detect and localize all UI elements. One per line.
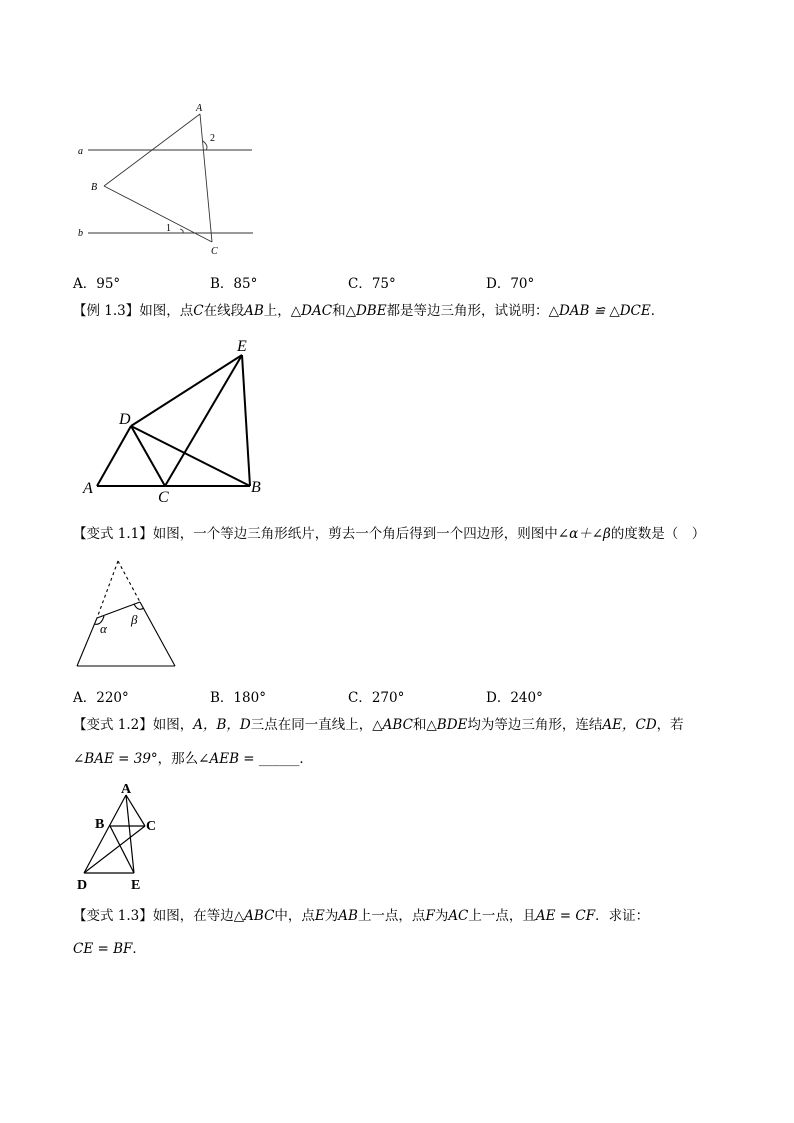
label-e: E bbox=[237, 338, 247, 355]
option-a: A．220° bbox=[73, 690, 129, 706]
label-b-vertex: B bbox=[91, 182, 98, 193]
label-c: C bbox=[146, 819, 157, 834]
label-e: E bbox=[131, 878, 141, 893]
label-angle-1: 1 bbox=[166, 223, 171, 234]
label-a: A bbox=[83, 480, 93, 497]
label-a: A bbox=[121, 782, 132, 797]
option-d: D．70° bbox=[486, 276, 535, 292]
segment-ad-line bbox=[84, 795, 126, 873]
label-d: D bbox=[77, 878, 88, 893]
label-c: C bbox=[158, 489, 169, 506]
answer-blank: ______ bbox=[258, 751, 300, 767]
label-beta: β bbox=[131, 612, 138, 627]
option-a: A．95° bbox=[73, 276, 121, 292]
label-b: B bbox=[95, 817, 105, 832]
label-c-vertex: C bbox=[211, 246, 218, 257]
option-c: C．270° bbox=[348, 690, 405, 706]
variant-1-1-text: 【变式 1.1】如图，一个等边三角形纸片，剪去一个角后得到一个四边形，则图中∠α＋∠β的度数是（ ） bbox=[73, 526, 706, 542]
variant-1-3-line1: 【变式 1.3】如图，在等边△ABC中，点E为AB上一点，点F为AC上一点，且AE = CF．求证： bbox=[73, 908, 650, 924]
option-b: B．85° bbox=[210, 276, 258, 292]
label-b: B bbox=[251, 479, 261, 496]
variant-1-3-line2: CE = BF． bbox=[73, 941, 146, 957]
variant-1-2-line1: 【变式 1.2】如图，A，B，D三点在同一直线上，△ABC和△BDE均为等边三角形，连结AE，CD，若 bbox=[73, 717, 684, 733]
label-alpha: α bbox=[100, 621, 107, 636]
option-b: B．180° bbox=[210, 690, 266, 706]
label-line-b: b bbox=[78, 228, 83, 239]
option-d: D．240° bbox=[486, 690, 543, 706]
label-angle-2: 2 bbox=[210, 133, 215, 144]
option-c: C．75° bbox=[348, 276, 396, 292]
segment-cd bbox=[84, 826, 145, 873]
label-d: D bbox=[119, 411, 131, 428]
label-a-vertex: A bbox=[196, 103, 203, 114]
variant-1-2-line2: ∠BAE = 39°，那么∠AEB = ______． bbox=[73, 751, 313, 767]
example-1-3-text: 【例 1.3】如图，点C在线段AB上，△DAC和△DBE都是等边三角形，试说明：△DAB ≌ △DCE． bbox=[73, 303, 665, 319]
label-line-a: a bbox=[78, 146, 83, 157]
